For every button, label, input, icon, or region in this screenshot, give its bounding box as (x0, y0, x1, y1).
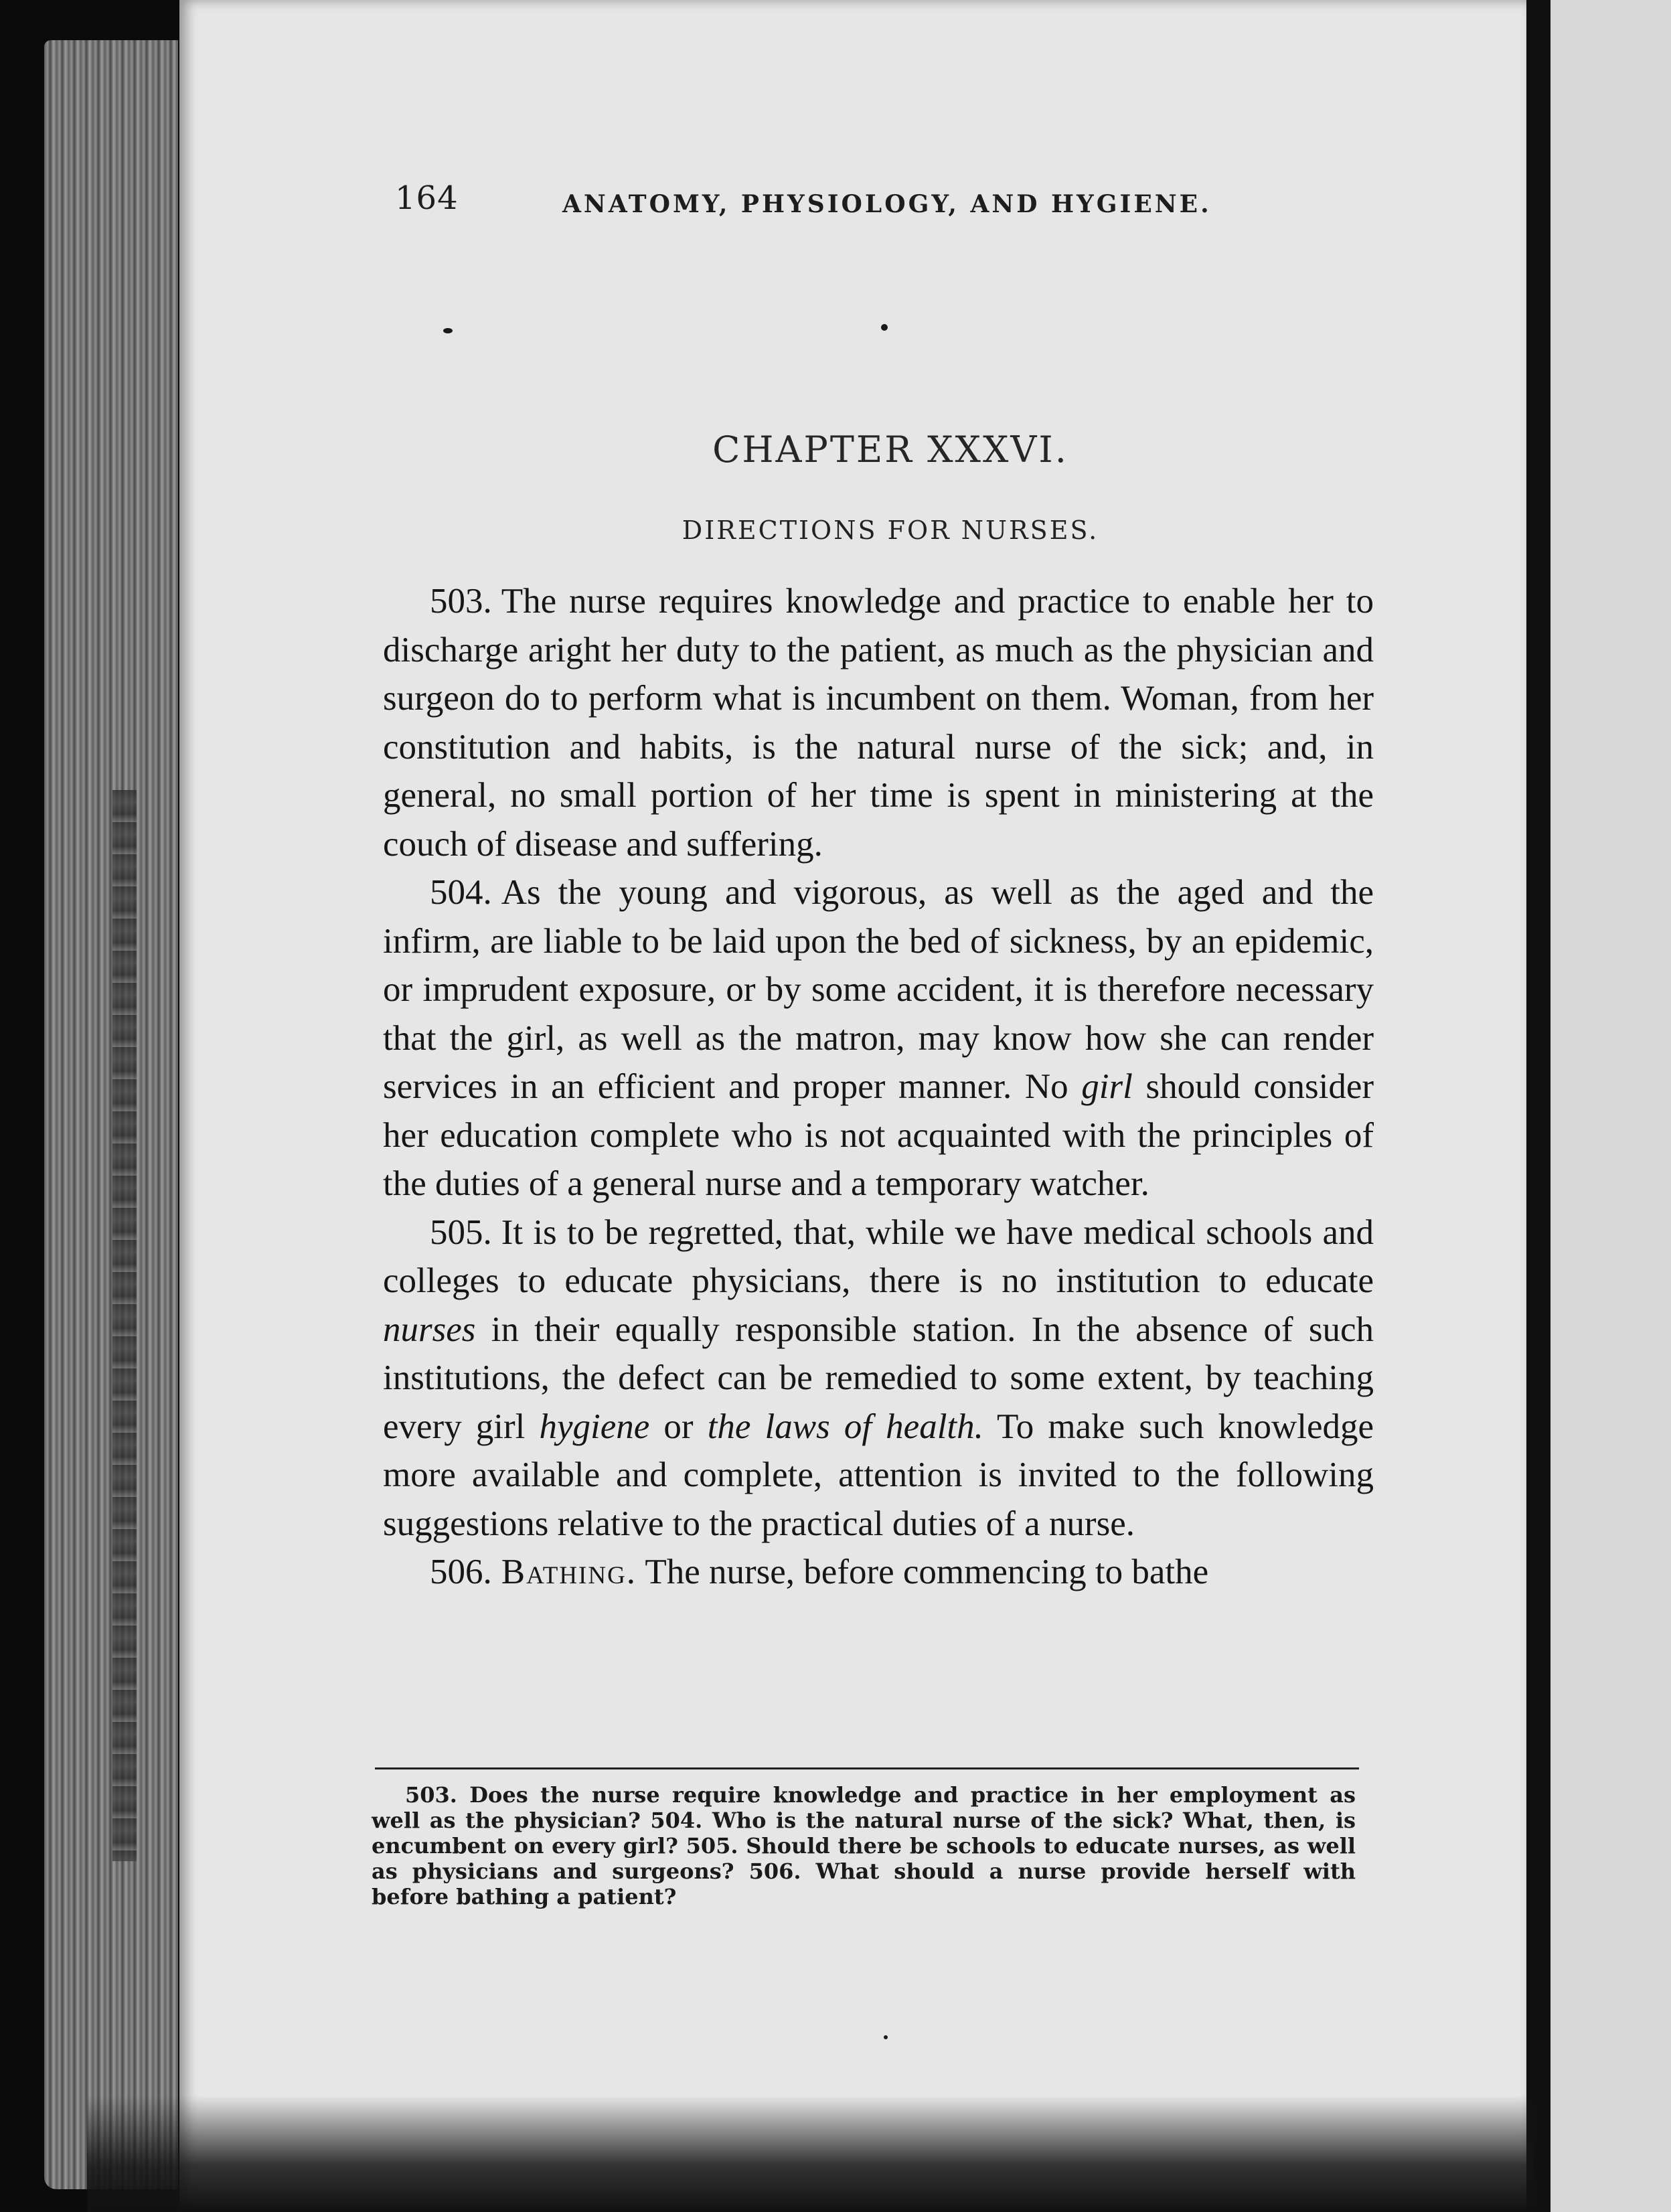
paragraph-number: 503. (430, 582, 492, 621)
footnote-rule (375, 1767, 1359, 1769)
paragraph-text: It is to be regretted, that, while we have medical schools and colleges to educate physicians, there is no institution to educate (383, 1212, 1374, 1300)
chapter-subtitle: DIRECTIONS FOR NURSES. (682, 516, 1099, 545)
paragraph-number: 504. (430, 873, 492, 912)
paragraph-number: 506. (430, 1553, 492, 1591)
library-spine-stamp (112, 790, 137, 1861)
paragraph-text: or (649, 1407, 708, 1446)
paragraph-number: 505. (430, 1212, 492, 1252)
emphasis-text: girl (1081, 1067, 1133, 1106)
paragraph-text: The nurse requires knowledge and practice to enable her to discharge aright her duty to the patient, as much as the physician and surgeon do to perform what is incumbent on them. Woman, from her constitution and habits, is the natural nurse of the sick; and, in general, no small portion of her time is spent in ministering at the couch of disease and suffering. (383, 582, 1374, 864)
page-edges-stack (44, 40, 178, 2189)
gutter-shadow (1526, 0, 1550, 2212)
emphasis-text: hygiene (539, 1407, 650, 1446)
dust-speck (884, 2035, 888, 2039)
chapter-title: CHAPTER XXXVI. (712, 428, 1068, 471)
paragraph-text: should consider her education complete who is not acquainted with the principles of the duties of a general nurse and a temporary watcher. (383, 1067, 1374, 1203)
paragraph-504 (383, 868, 1374, 1208)
paragraph-506 (383, 1548, 1374, 1597)
paragraph-text: As the young and vigorous, as well as the aged and the infirm, are liable to be laid upon the bed of sickness, by an epidemic, or imprudent exposure, or by some accident, it is therefore necessary that the girl, as well as the matron, may know how she can render services in an efficient and proper manner. No (383, 873, 1374, 1106)
paragraph-text: The nurse, before commencing to bathe (645, 1553, 1209, 1591)
dust-speck (443, 328, 453, 333)
paragraph-text: To make such knowledge more available and complete, attention is invited to the following suggestions relative to the practical duties of a nurse. (383, 1407, 1374, 1543)
paragraph-text: in their equally responsible station. In the absence of such institutions, the defect can be remedied to some extent, by teaching every girl (383, 1310, 1374, 1446)
facing-page-edge (1550, 0, 1671, 2212)
emphasis-text: nurses (383, 1310, 476, 1349)
emphasis-text: the laws of health. (707, 1407, 983, 1446)
paragraph-505 (383, 1208, 1374, 1549)
page-number: 164 (395, 179, 459, 217)
bottom-shadow (87, 2096, 1533, 2212)
running-head (395, 179, 1506, 233)
body-text (383, 577, 1374, 1597)
dust-speck (881, 324, 888, 331)
paragraph-503 (383, 577, 1374, 868)
running-title: ANATOMY, PHYSIOLOGY, AND HYGIENE. (562, 190, 1212, 218)
footnote-questions: 503. Does the nurse require knowledge and practice in her employment as well as the physician? 504. Who is the natural nurse of the sick? What, then, is encumbent on every girl? 505. Should there be schools to educate nurses, as well as physicians and surgeons? 506. What should a nurse provide herself with before bathing a patient? (372, 1782, 1356, 1909)
paragraph-heading: Bathing. (501, 1553, 637, 1591)
